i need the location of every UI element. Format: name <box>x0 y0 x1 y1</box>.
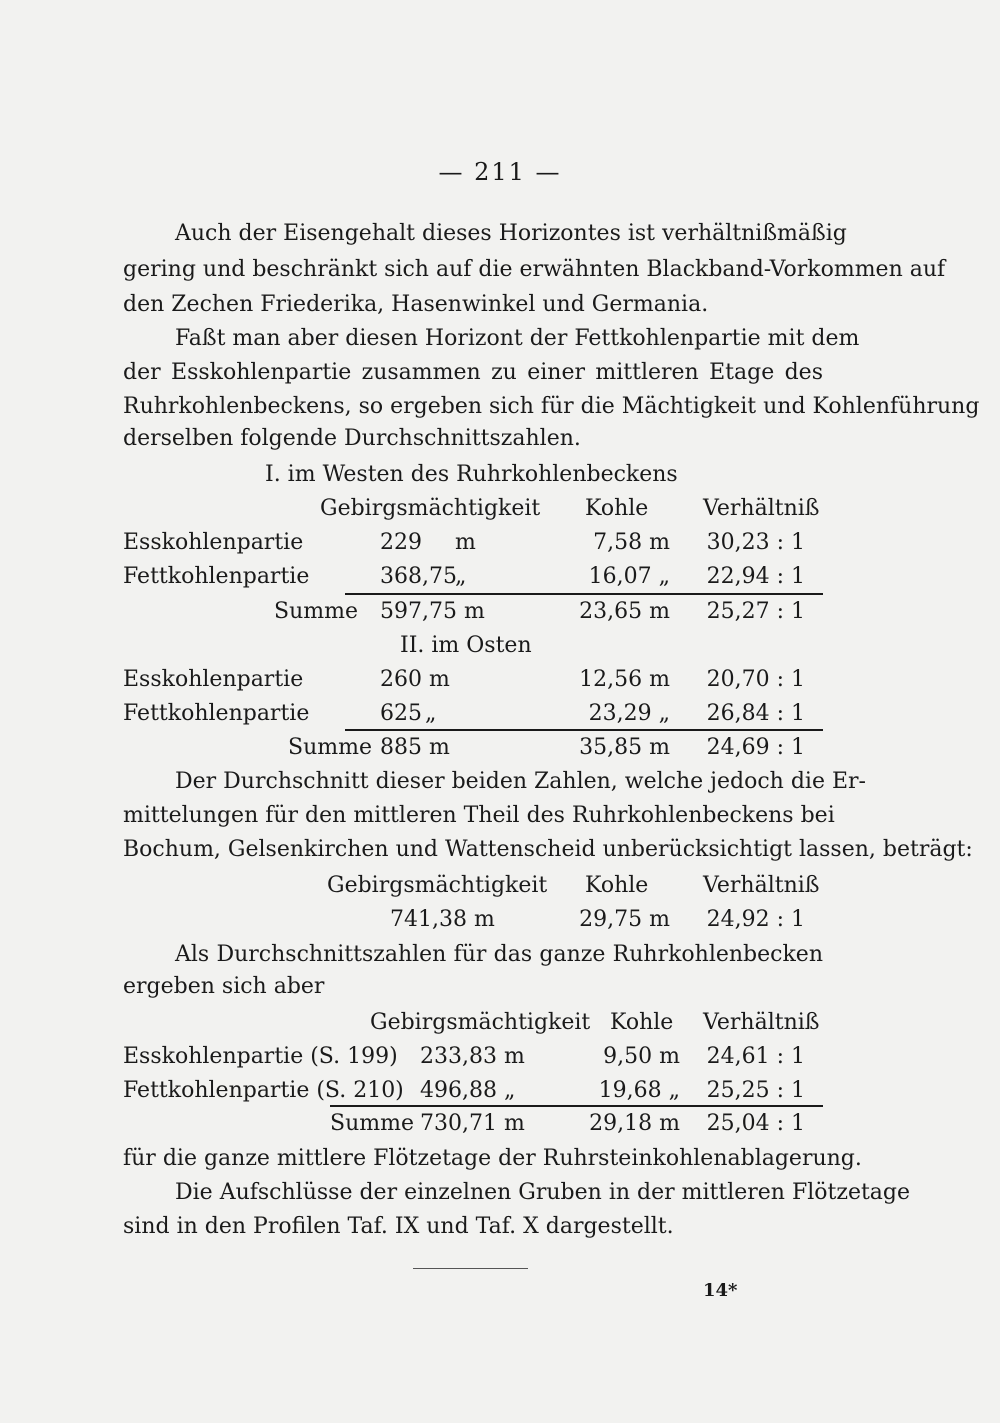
para3-line-3: Bochum, Gelsenkirchen und Wattenscheid unberücksichtigt lassen, beträgt: <box>123 837 973 862</box>
section3-row1-label: Esskohlenpartie (S. 199) <box>123 1044 398 1069</box>
section1-row1-kohle: 7,58 m <box>593 530 670 555</box>
avg-geb: 741,38 m <box>390 907 495 932</box>
para2-line-2: der Esskohlenpartie zusammen zu einer mittleren Etage des <box>123 360 823 385</box>
para1-line-3: den Zechen Friederika, Hasenwinkel und Germania. <box>123 292 709 317</box>
section3-row2-kohle: 19,68 „ <box>598 1078 680 1103</box>
section1-sum-geb: 597,75 m <box>380 599 485 624</box>
para3-line-1: Der Durchschnitt dieser beiden Zahlen, welche jedoch die Er- <box>175 769 866 794</box>
section2-row1-kohle: 12,56 m <box>579 667 670 692</box>
section2-row1-geb: 260 m <box>380 667 450 692</box>
section2-row2-kohle: 23,29 „ <box>588 701 670 726</box>
section3-header-verh: Verhältniß <box>703 1010 820 1035</box>
section2-row1-label: Esskohlenpartie <box>123 667 304 692</box>
section3-row1-verh: 24,61 : 1 <box>706 1044 805 1069</box>
section1-sum-rule <box>345 593 823 595</box>
section3-row2-label: Fettkohlenpartie (S. 210) <box>123 1078 404 1103</box>
avg-kohle: 29,75 m <box>579 907 670 932</box>
section1-header-verh: Verhältniß <box>703 496 820 521</box>
section2-sum-rule <box>345 729 823 731</box>
para2-line-1: Faßt man aber diesen Horizont der Fettkohlenpartie mit dem <box>175 326 860 351</box>
avg-header-kohle: Kohle <box>585 873 649 898</box>
section3-sum-label: Summe <box>330 1111 414 1136</box>
para1-line-2: gering und beschränkt sich auf die erwähnten Blackband-Vorkommen auf <box>123 257 946 282</box>
section1-sum-kohle: 23,65 m <box>579 599 670 624</box>
section3-sum-kohle: 29,18 m <box>589 1111 680 1136</box>
para5-line-1: für die ganze mittlere Flötzetage der Ruhrsteinkohlenablagerung. <box>123 1146 862 1171</box>
para4-line-2: ergeben sich aber <box>123 974 325 999</box>
section2-row2-geb-unit: „ <box>425 701 437 726</box>
para6-line-2: sind in den Profilen Taf. IX und Taf. X dargestellt. <box>123 1214 674 1239</box>
section3-sum-verh: 25,04 : 1 <box>706 1111 805 1136</box>
section2-row1-verh: 20,70 : 1 <box>706 667 805 692</box>
section1-sum-verh: 25,27 : 1 <box>706 599 805 624</box>
para4-line-1: Als Durchschnittszahlen für das ganze Ruhrkohlenbecken <box>175 942 823 967</box>
section1-row1-geb-unit: m <box>455 530 476 555</box>
section2-row2-label: Fettkohlenpartie <box>123 701 310 726</box>
section3-header-kohle: Kohle <box>610 1010 674 1035</box>
section1-header-kohle: Kohle <box>585 496 649 521</box>
section3-sum-rule <box>330 1105 823 1107</box>
section2-row2-geb: 625 <box>380 701 422 726</box>
section2-row2-verh: 26,84 : 1 <box>706 701 805 726</box>
section1-sum-label: Summe <box>274 599 358 624</box>
section1-title: I. im Westen des Ruhrkohlenbeckens <box>265 462 678 487</box>
section2-sum-verh: 24,69 : 1 <box>706 735 805 760</box>
para6-line-1: Die Aufschlüsse der einzelnen Gruben in der mittleren Flötzetage <box>175 1180 911 1205</box>
avg-header-verh: Verhältniß <box>703 873 820 898</box>
section1-row2-verh: 22,94 : 1 <box>706 564 805 589</box>
signature-mark: 14* <box>703 1280 738 1301</box>
para2-line-4: derselben folgende Durchschnittszahlen. <box>123 426 581 451</box>
section1-row1-label: Esskohlenpartie <box>123 530 304 555</box>
section3-header-geb: Gebirgsmächtigkeit <box>370 1010 591 1035</box>
para3-line-2: mittelungen für den mittleren Theil des Ruhrkohlenbeckens bei <box>123 803 835 828</box>
footer-rule <box>413 1268 528 1269</box>
section1-header-geb: Gebirgsmächtigkeit <box>320 496 541 521</box>
avg-header-geb: Gebirgsmächtigkeit <box>327 873 548 898</box>
page-number: — 211 — <box>438 158 562 186</box>
section1-row2-kohle: 16,07 „ <box>588 564 670 589</box>
section3-row1-kohle: 9,50 m <box>603 1044 680 1069</box>
section3-row1-geb: 233,83 m <box>420 1044 525 1069</box>
section3-row2-verh: 25,25 : 1 <box>706 1078 805 1103</box>
section1-row1-geb: 229 <box>380 530 422 555</box>
section2-sum-kohle: 35,85 m <box>579 735 670 760</box>
section1-row2-label: Fettkohlenpartie <box>123 564 310 589</box>
para1-line-1: Auch der Eisengehalt dieses Horizontes ist verhältnißmäßig <box>175 221 847 246</box>
section2-sum-label: Summe <box>288 735 372 760</box>
section1-row2-geb-unit: „ <box>455 564 467 589</box>
section3-sum-geb: 730,71 m <box>420 1111 525 1136</box>
para2-line-3: Ruhrkohlenbeckens, so ergeben sich für die Mächtigkeit und Kohlenführung <box>123 394 980 419</box>
section1-row1-verh: 30,23 : 1 <box>706 530 805 555</box>
section2-title: II. im Osten <box>400 633 532 658</box>
avg-verh: 24,92 : 1 <box>706 907 805 932</box>
section3-row2-geb: 496,88 „ <box>420 1078 516 1103</box>
section2-sum-geb: 885 m <box>380 735 450 760</box>
section1-row2-geb: 368,75 <box>380 564 457 589</box>
